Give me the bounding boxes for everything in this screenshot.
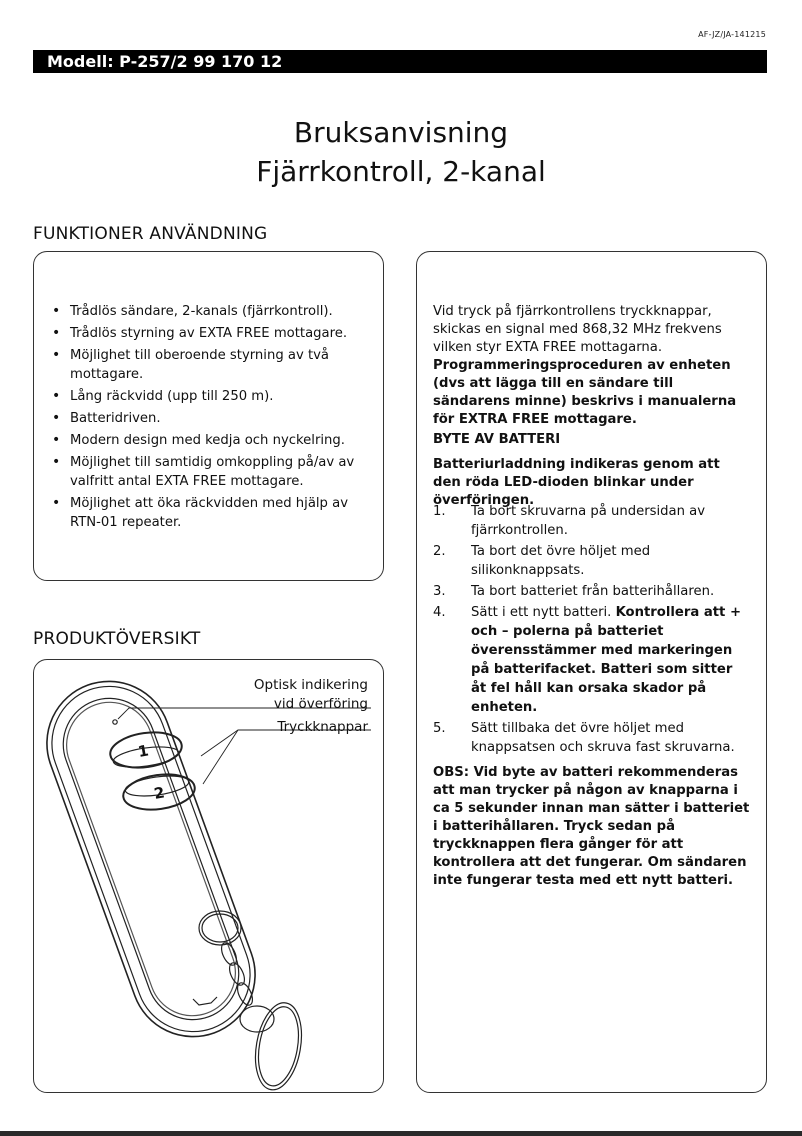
obs-note: OBS: Vid byte av batteri rekommenderas att man trycker på någon av knapparna i ca 5 sekunder innan man sätter i batteriet i batterihållaren. Tryck sedan på tryckknappen flera gånger för att kontrollera att det fungerar. Om sändaren inte fungerar testa med ett nytt batteri. (433, 765, 750, 888)
step-number: 1. (433, 504, 446, 519)
page-subtitle: Fjärrkontroll, 2-kanal (256, 155, 546, 188)
step-number: 4. (433, 605, 446, 620)
step-warning-text: Kontrollera att + och – polerna på batteriet överensstämmer med markeringen på batterifacket. Batteri som sitter åt fel håll kan orsaka skador på enheten. (471, 605, 741, 715)
step-item (433, 719, 751, 757)
feature-item: • Lång räckvidd (upp till 250 m). (38, 387, 378, 406)
overview-heading: PRODUKTÖVERSIKT (33, 629, 201, 649)
step-item (433, 502, 751, 540)
intro-text: Vid tryck på fjärrkontrollens tryckknappar, skickas en signal med 868,32 MHz frekvens vilken styr EXTA FREE mottagarna. (433, 304, 722, 355)
feature-list (38, 302, 378, 535)
step-item (433, 582, 751, 601)
step-number: 2. (433, 544, 446, 559)
feature-item: • Möjlighet att öka räckvidden med hjälp av RTN-01 repeater. (38, 494, 378, 532)
step-text: Sätt i ett nytt batteri. (471, 605, 616, 620)
led-label-line2: vid överföring (273, 696, 368, 712)
document-id: AF-JZ/JA-141215 (698, 30, 766, 39)
intro-bold-text: Programmeringsproceduren av enheten (dvs att lägga till en sändare till sändarens minne) beskrivs i manualerna för EXTRA FREE mottagare. (433, 358, 737, 427)
feature-item: • Möjlighet till samtidig omkoppling på/av av valfritt antal EXTA FREE mottagare. (38, 453, 378, 491)
battery-heading: BYTE AV BATTERI (433, 432, 561, 447)
step-number: 5. (433, 721, 446, 736)
feature-item: • Modern design med kedja och nyckelring. (38, 431, 378, 450)
feature-item: • Batteridriven. (38, 409, 378, 428)
feature-item: • Trådlös styrning av EXTA FREE mottagare. (38, 324, 378, 343)
battery-steps (433, 502, 751, 759)
step-text: Ta bort det övre höljet med silikonknappsats. (471, 544, 651, 578)
step-item (433, 542, 751, 580)
step-number: 3. (433, 584, 446, 599)
step-item (433, 603, 751, 717)
step-text: Sätt tillbaka det övre höljet med knappsatsen och skruva fast skruvarna. (471, 721, 735, 755)
intro-paragraph (433, 303, 751, 429)
feature-item: • Trådlös sändare, 2-kanals (fjärrkontroll). (38, 302, 378, 321)
feature-item: • Möjlighet till oberoende styrning av två mottagare. (38, 346, 378, 384)
buttons-label: Tryckknappar (277, 719, 368, 735)
battery-note: Batteriurladdning indikeras genom att den röda LED-dioden blinkar under överföringen. (433, 457, 720, 508)
functions-heading: FUNKTIONER ANVÄNDNING (33, 224, 268, 244)
led-label-line1: Optisk indikering (253, 677, 368, 693)
step-text: Ta bort batteriet från batterihållaren. (471, 584, 715, 599)
model-bar: Modell: P-257/2 99 170 12 (33, 50, 767, 73)
page-title: Bruksanvisning (293, 116, 509, 149)
button-2-label: 2 (152, 783, 166, 803)
step-text: Ta bort skruvarna på undersidan av fjärrkontrollen. (471, 504, 706, 538)
button-1-label: 1 (136, 741, 150, 761)
page-bottom-rule (0, 1131, 802, 1136)
